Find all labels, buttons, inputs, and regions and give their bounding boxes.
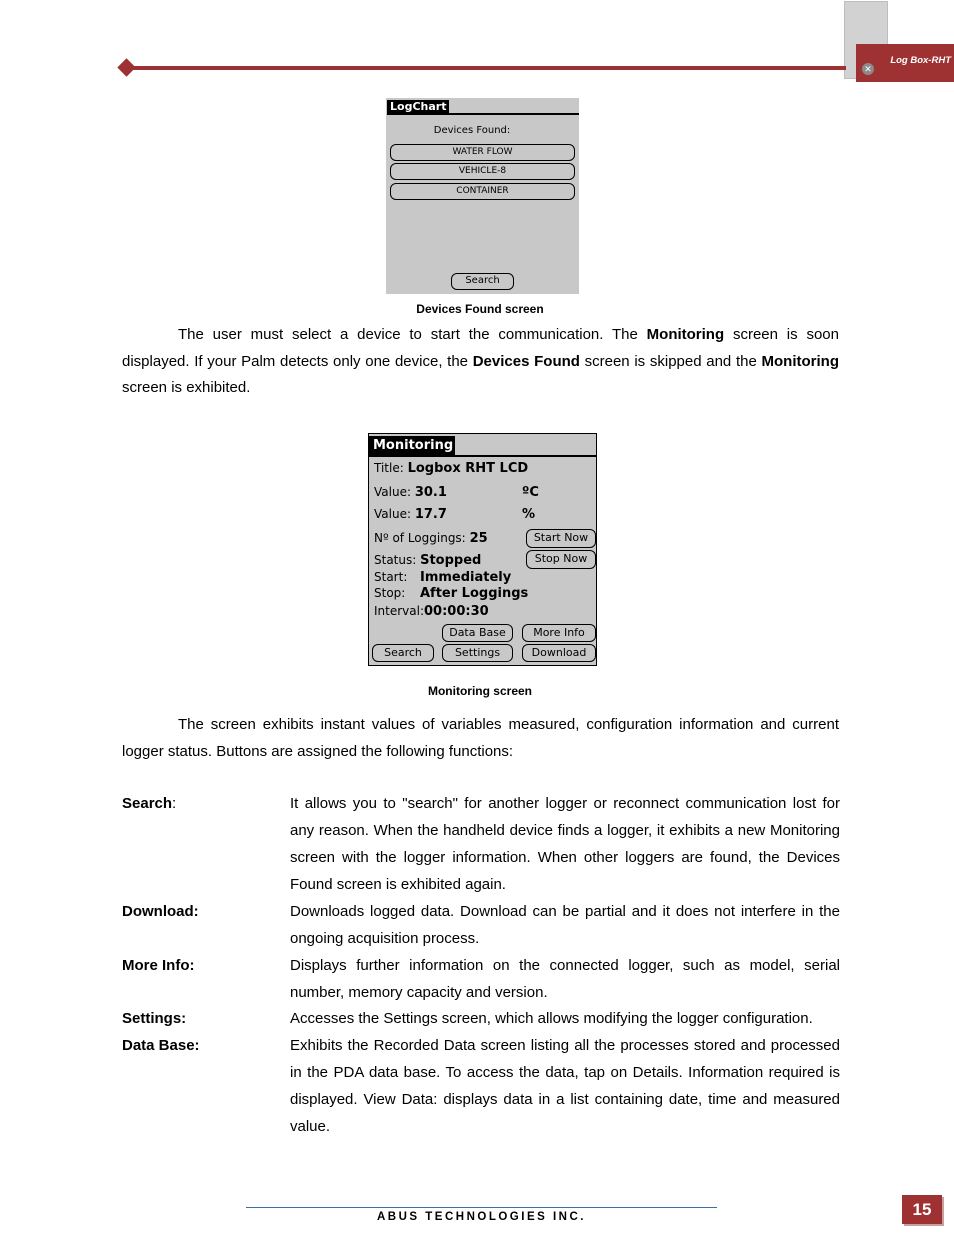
palm-app-title: LogChart xyxy=(387,100,449,114)
loggings-value: 25 xyxy=(469,531,488,546)
para1-text: screen is skipped and the xyxy=(579,352,762,370)
unit2: % xyxy=(522,507,536,522)
title-value: Logbox RHT LCD xyxy=(407,461,529,476)
def-download: Downloads logged data. Download can be partial and it does not interfere in the ongoing acquisition process. xyxy=(290,903,840,947)
value1-label: Value: xyxy=(374,485,411,499)
para1-bold: Monitoring xyxy=(761,352,839,370)
stop-label: Stop: xyxy=(374,586,406,600)
term-search-label: Search xyxy=(122,795,173,812)
unit1: ºC xyxy=(522,485,539,500)
device-item[interactable]: CONTAINER xyxy=(390,183,575,200)
start-row xyxy=(374,570,511,585)
para1-bold: Devices Found xyxy=(472,352,580,370)
paragraph-functions-intro: The screen exhibits instant values of variables measured, configuration information and current logger status. Buttons are assigned the following functions: xyxy=(122,716,839,760)
title-row xyxy=(374,461,528,476)
def-settings: Accesses the Settings screen, which allows modifying the logger configuration. xyxy=(290,1010,813,1027)
def-more-info: Displays further information on the connected logger, such as model, serial number, memory capacity and version. xyxy=(290,957,840,1001)
value2: 17.7 xyxy=(414,507,447,522)
footer-company: ABUS TECHNOLOGIES INC. xyxy=(377,1211,586,1223)
paragraph-intro xyxy=(122,322,839,402)
footer-rule xyxy=(246,1207,717,1208)
search-button[interactable]: Search xyxy=(372,644,434,662)
value2-label: Value: xyxy=(374,507,411,521)
devices-found-label: Devices Found: xyxy=(433,125,511,136)
monitoring-screenshot xyxy=(368,433,597,666)
term-settings: Settings: xyxy=(122,1010,187,1027)
device-item[interactable]: WATER FLOW xyxy=(390,144,575,161)
status-label: Status: xyxy=(374,553,417,567)
settings-button[interactable]: Settings xyxy=(442,644,513,662)
start-now-button[interactable]: Start Now xyxy=(526,529,596,548)
device-item[interactable]: VEHICLE-8 xyxy=(390,163,575,180)
status-value: Stopped xyxy=(420,553,482,568)
term-search-colon: : xyxy=(172,795,177,812)
para1-text: screen is exhibited. xyxy=(122,379,251,396)
devices-found-screenshot xyxy=(386,98,579,294)
loggings-row xyxy=(374,531,488,546)
start-value: Immediately xyxy=(420,570,512,585)
stop-value: After Loggings xyxy=(420,586,529,601)
data-base-button[interactable]: Data Base xyxy=(442,624,513,642)
value1: 30.1 xyxy=(414,485,447,500)
para1-bold: Monitoring xyxy=(646,326,725,343)
def-search: It allows you to "search" for another logger or reconnect communication lost for any reason. When the handheld device finds a logger, it exhibits a new Monitoring screen with the logger information. When other loggers are found, the Devices Found screen is exhibited again. xyxy=(290,795,840,893)
page-number: 15 xyxy=(902,1195,942,1224)
interval-value: 00:00:30 xyxy=(424,604,489,619)
term-more-info: More Info: xyxy=(122,957,195,974)
title-label: Title: xyxy=(374,461,404,475)
search-button[interactable]: Search xyxy=(451,273,514,290)
stop-row xyxy=(374,586,528,601)
value2-row xyxy=(374,507,447,522)
interval-label: Interval: xyxy=(374,604,424,618)
more-info-button[interactable]: More Info xyxy=(522,624,596,642)
value1-row xyxy=(374,485,447,500)
header-product-label: Log Box-RHT xyxy=(890,55,951,66)
header-rule xyxy=(126,66,846,70)
diamond-bullet-icon xyxy=(117,58,135,76)
caption-devices-found: Devices Found screen xyxy=(416,302,544,316)
para1-text: The user must select a device to start the communication. The xyxy=(178,326,647,343)
download-button[interactable]: Download xyxy=(522,644,596,662)
interval-row xyxy=(374,604,489,619)
term-data-base: Data Base: xyxy=(122,1037,200,1054)
start-label: Start: xyxy=(374,570,408,584)
status-row xyxy=(374,553,481,568)
para1-text: screen is soon displayed. If your Palm detects only one device, the xyxy=(122,326,839,370)
monitoring-title: Monitoring xyxy=(369,436,455,455)
term-download: Download: xyxy=(122,903,199,920)
loggings-label: Nº of Loggings: xyxy=(374,531,466,545)
palm-title-rule xyxy=(387,113,579,115)
monitoring-title-rule xyxy=(369,455,596,457)
caption-monitoring: Monitoring screen xyxy=(427,684,532,698)
term-search xyxy=(122,795,176,812)
def-data-base: Exhibits the Recorded Data screen listing all the processes stored and processed in the PDA data base. To access the data, tap on Details. Information required is displayed. View Data: displays data in a list containing date, time and measured value. xyxy=(290,1037,840,1135)
close-circle-icon: ✕ xyxy=(862,63,874,75)
stop-now-button[interactable]: Stop Now xyxy=(526,550,596,569)
